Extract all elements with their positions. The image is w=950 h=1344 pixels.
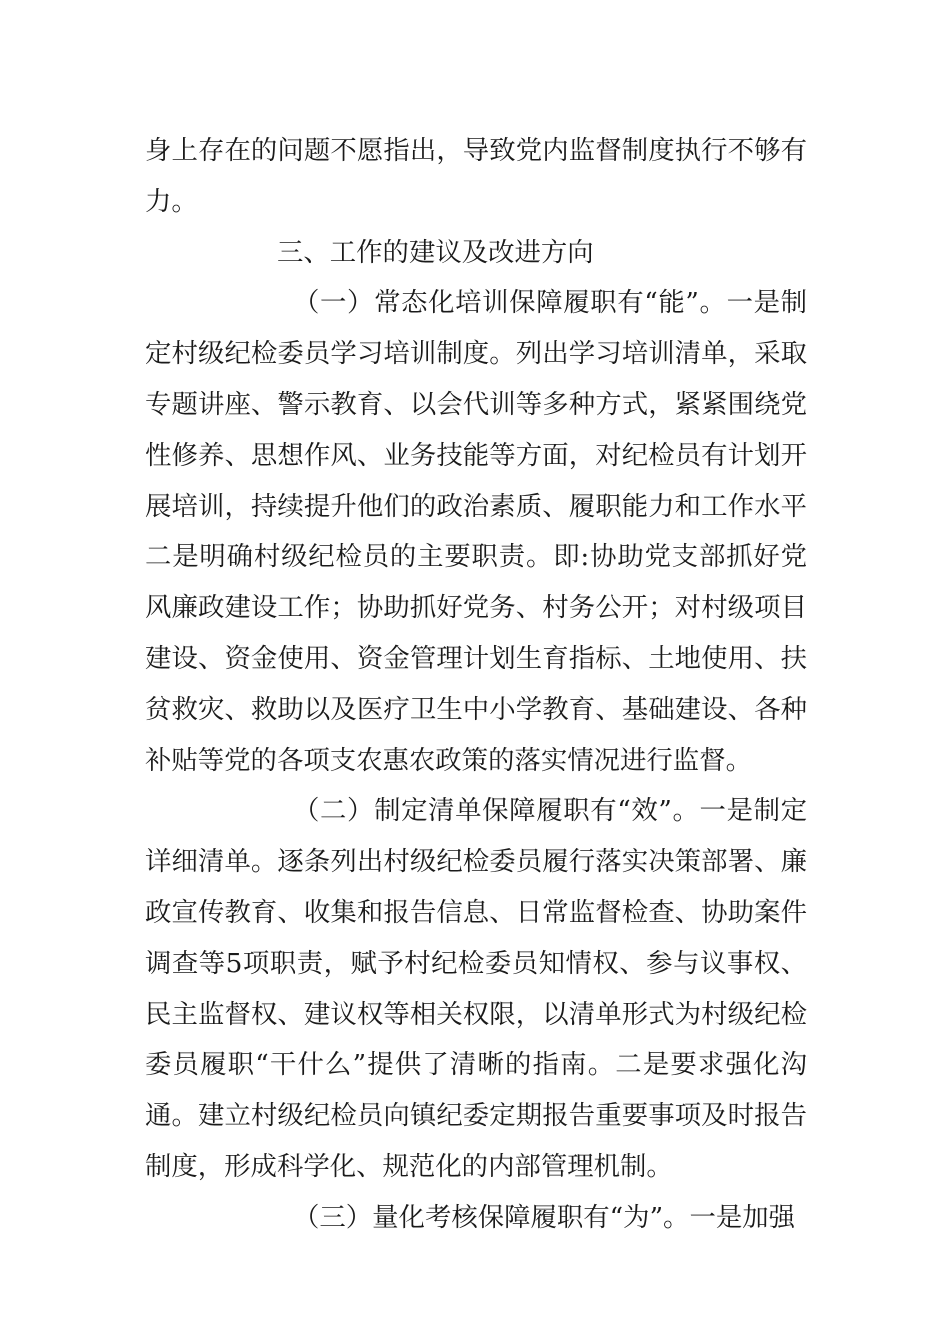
section-heading: 三、工作的建议及改进方向 [277, 236, 594, 268]
paragraph-continuation: 身上存在的问题不愿指出，导致党内监督制度执行不够有力。 [145, 135, 807, 217]
paragraph-assessment: （三）量化考核保障履职有“为”。一是加强 [293, 1201, 796, 1233]
paragraph-training: （一）常态化培训保障履职有“能”。一是制定村级纪检委员学习培训制度。列出学习培训清单，采取专题讲座、警示教育、以会代训等多种方式，紧紧围绕党性修养、思想作风、业务技能等方面，对纪检员有计划开展培训，持续提升他们的政治素质、履职能力和工作水平二是明确村级纪检员的主要职责。即:协助党支部抓好党风廉政建设工作；协助抓好党务、村务公开；对村级项目建设、资金使用、资金管理计划生育指标、土地使用、扶贫救灾、救助以及医疗卫生中小学教育、基础建设、各种补贴等党的各项支农惠农政策的落实情况进行监督。 [145, 287, 807, 776]
document-body [145, 126, 807, 1244]
paragraph-checklist: （二）制定清单保障履职有“效”。一是制定详细清单。逐条列出村级纪检委员履行落实决策部署、廉政宣传教育、收集和报告信息、日常监督检查、协助案件调查等5项职责，赋予村纪检委员知情权、参与议事权、民主监督权、建议权等相关权限，以清单形式为村级纪检委员履职“干什么”提供了清晰的指南。二是要求强化沟通。建立村级纪检员向镇纪委定期报告重要事项及时报告制度，形成科学化、规范化的内部管理机制。 [145, 795, 807, 1182]
